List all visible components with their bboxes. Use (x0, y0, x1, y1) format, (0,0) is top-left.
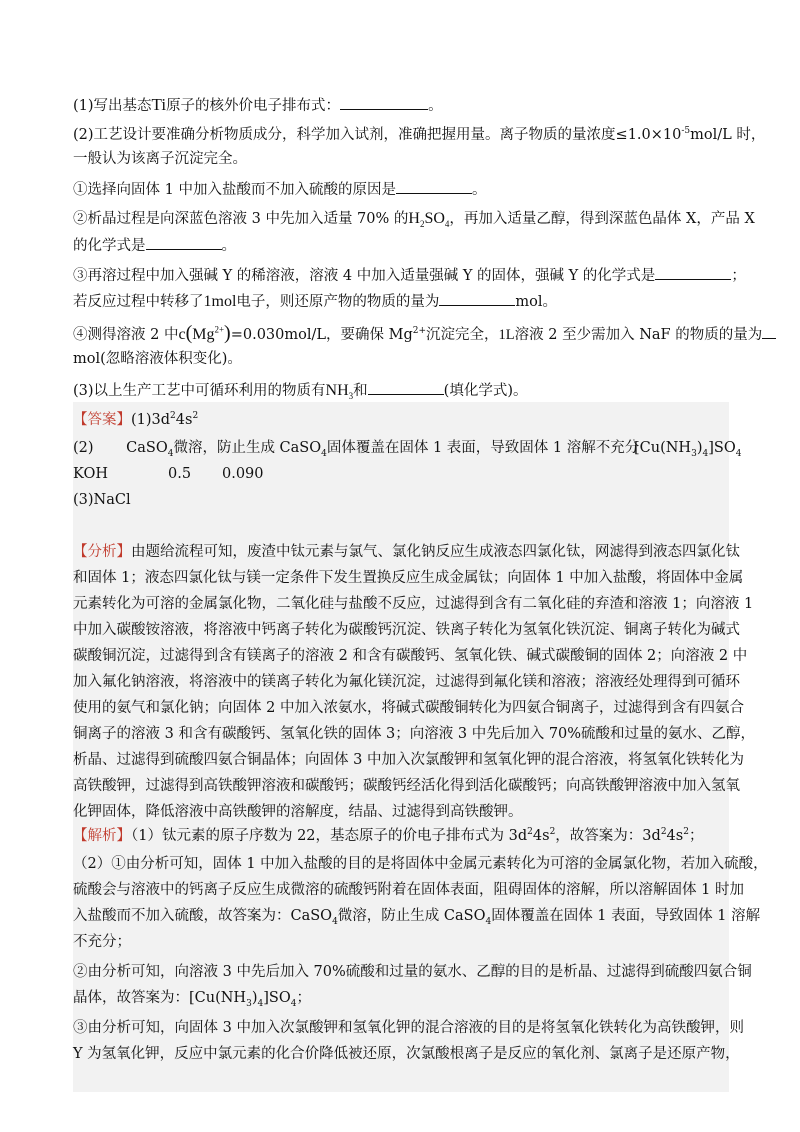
answer-line-3 (73, 464, 108, 484)
solution-line-6: ②由分析可知，向溶液 3 中先后加入 70%硫酸和过量的氨水、乙醇的目的是析晶、过滤得到硫酸四氨合铜 (73, 964, 752, 980)
answer-blank[interactable] (368, 380, 444, 395)
answer-line-2: (2) CaSO$_4$微溶，防止生成 CaSO$_4$固体覆盖在固体 1 表面，导致固体 1 溶解不充分 (73, 440, 640, 459)
q1-text: (1)写出基态 (73, 98, 152, 114)
analysis-tag: 【分析】 (73, 544, 131, 560)
q2-sub-3 (73, 265, 746, 286)
answer-blank[interactable] (762, 324, 776, 339)
solution-line-5: 不充分； (73, 934, 131, 950)
q2-s1-end: 。 (471, 182, 487, 198)
solution-tag: 【解析】 (73, 828, 131, 844)
q2-s2-text-3: 的化学式是 (73, 238, 146, 254)
analysis-line-4: 中加入碳酸铵溶液，将溶液中钙离子转化为碳酸钙沉淀、铁离子转化为氢氧化铁沉淀、铜离子转化为碱式 (73, 622, 740, 638)
answer-2-num: (2) (73, 440, 94, 456)
q2-threshold: 1.0×10 (627, 127, 682, 143)
q2-sub-1 (73, 179, 486, 200)
q2-s2-text: ②析晶过程是向深蓝色溶液 3 中先加入适量 70% 的 (73, 211, 409, 227)
solution-line-2: （2）①由分析可知，固体 1 中加入盐酸的目的是将固体中金属元素转化为可溶的金属氯化物，若加入硫酸， (73, 856, 768, 872)
answer-formula-x: $[Cu(NH_3)_4]SO_4$ (634, 440, 742, 459)
solution-line-8: ③由分析可知，向固体 3 中加入次氯酸钾和氢氧化钾的混合溶液的目的是将氢氧化铁转化为高铁酸钾，则 (73, 1020, 744, 1036)
analysis-line-5: 碳酸铜沉淀，过滤得到含有镁离子的溶液 2 和含有碳酸钙、氢氧化铁、碱式碳酸铜的固体 2；向溶液 2 中 (73, 648, 748, 664)
mg-charge: 2+ (412, 326, 427, 337)
answer-blank[interactable] (439, 291, 515, 306)
nh3-formula: $NH_3$ (325, 382, 354, 402)
analysis-line-2: 和固体 1；液态四氯化钛与镁一定条件下发生置换反应生成金属钛；向固体 1 中加入盐酸，将固体中金属 (73, 570, 744, 586)
q2-s2-text-2: ，再加入适量乙醇，得到深蓝色晶体 X，产品 X (449, 211, 755, 227)
analysis-line-8: 铜离子的溶液 3 和含有碳酸钙、氢氧化铁的固体 3；向溶液 3 中先后加入 70%硫酸和过量的氨水、乙醇， (73, 726, 756, 742)
q2-sub-4 (73, 323, 776, 345)
q2-s3-text-3: 电子，则还原产物的物质的量为 (236, 294, 440, 310)
q2-s4-text: ④测得溶液 2 中 (73, 327, 179, 343)
answer-line-1: 【答案】$(1)3d^24s^2$ (73, 411, 199, 428)
analysis-line-7: 使用的氨气和氯化钠；向固体 2 中加入浓氨水，将碱式碳酸铜转化为四氨合铜离子，过滤得到含有四氨合 (73, 700, 744, 716)
q2-intro-text: (2)工艺设计要准确分析物质成分，科学加入试剂，准确把握用量。离子物质的量浓度≤ (73, 127, 628, 143)
q2-s3-text-2: 若反应过程中转移了 (73, 294, 204, 310)
ti-symbol: Ti (151, 95, 167, 114)
solution-line-7: 晶体，故答案为：$[Cu(NH_3)_4]SO_4$； (73, 990, 311, 1009)
q2-sub-2b (73, 235, 236, 256)
question-3 (73, 380, 527, 401)
h2so4-formula: $H_2SO_4$ (408, 210, 450, 230)
q2-s3-sep: ； (731, 268, 746, 284)
q2-s4-text-3: 沉淀完全， (426, 327, 499, 343)
q2-intro-text-2: 一般认为该离子沉淀完全。 (73, 151, 247, 167)
analysis-line-3: 元素转化为可溶的金属氯化物，二氧化硅与盐酸不反应，过滤得到含有二氧化硅的弃渣和溶液 1；向溶液 1 (73, 596, 754, 612)
solution-line-3: 硫酸会与溶液中的钙离子反应生成微溶的硫酸钙附着在固体表面，阻碍固体的溶解，所以溶解固体 1 时加 (73, 882, 744, 898)
one-liter: 1L (498, 327, 515, 343)
q2-sub-2 (73, 209, 755, 229)
q3-and: 和 (353, 383, 368, 399)
q2-threshold-exp: -5 (681, 126, 691, 137)
solution-line-4: 入盐酸而不加入硫酸，故答案为：CaSO$_4$微溶，防止生成 CaSO$_4$固体覆盖在固体 1 表面，导致固体 1 溶解 (73, 908, 761, 927)
q2-s3-unit: mol。 (515, 294, 558, 310)
q3-text: (3)以上生产工艺中可循环利用的物质有 (73, 383, 326, 399)
question-2-intro (73, 125, 765, 145)
answer-value-1: 0.5 (168, 466, 192, 482)
answer-value-2: 0.090 (222, 466, 264, 482)
analysis-line-6: 加入氟化钠溶液，将溶液中的镁离子转化为氟化镁沉淀，过滤得到氟化镁和溶液；溶液经处理得到可循环 (73, 674, 740, 690)
question-1 (73, 95, 443, 116)
q2-sub-4b (73, 349, 242, 369)
solution-line-9: Y 为氢氧化钾，反应中氯元素的化合价降低被还原，次氯酸根离子是反应的氧化剂、氯离子是还原产物， (73, 1046, 740, 1062)
answer-blank[interactable] (146, 235, 222, 250)
analysis-line-11: 化钾固体，降低溶液中高铁酸钾的溶解度，结晶、过滤得到高铁酸钾。 (73, 804, 523, 820)
q2-sub-3b (73, 291, 557, 312)
one-mol: 1mol (203, 293, 237, 310)
answer-tag: 【答案】 (73, 412, 131, 428)
answer-line-4: (3)NaCl (73, 492, 131, 508)
answer-koh: KOH (73, 466, 108, 482)
question-2-intro-2 (73, 149, 247, 169)
answer-panel (73, 402, 768, 1092)
q1-end: 。 (428, 98, 443, 114)
answer-blank[interactable] (396, 179, 472, 194)
q2-s3-text: ③再溶过程中加入强碱 Y 的稀溶液，溶液 4 中加入适量强碱 Y 的固体，强碱 Y 的化学式是 (73, 268, 656, 284)
q2-s4-text-2: =0.030mol/L，要确保 Mg (230, 327, 413, 343)
q2-s2-end: 。 (221, 238, 236, 254)
answer-blank[interactable] (655, 265, 731, 280)
analysis-line-1: 【分析】由题给流程可知，废渣中钛元素与氯气、氯化钠反应生成液态四氯化钛，网滤得到液态四氯化钛 (73, 544, 740, 560)
analysis-line-10: 高铁酸钾，过滤得到高铁酸钾溶液和碳酸钙；碳酸钙经活化得到活化碳酸钙；向高铁酸钾溶液中加入氢氧 (73, 778, 740, 794)
q2-s4-text-4: 溶液 2 至少需加入 NaF 的物质的量为 (514, 327, 763, 343)
q2-s1-text: ①选择向固体 1 中加入盐酸而不加入硫酸的原因是 (73, 182, 396, 198)
q3-end: (填化学式)。 (443, 383, 528, 399)
q1-text-2: 原子的核外价电子排布式： (166, 98, 341, 114)
answer-blank[interactable] (340, 95, 428, 110)
analysis-line-9: 析晶、过滤得到硫酸四氨合铜晶体；向固体 3 中加入次氯酸钾和氢氧化钾的混合溶液，将氢氧化铁转化为 (73, 752, 744, 768)
c-mg-expression: $c(Mg^{2+})$ (178, 322, 231, 344)
q2-intro-unit: mol/L 时， (690, 127, 766, 143)
q2-s4-text-5: mol(忽略溶液体积变化)。 (73, 351, 242, 367)
solution-line-1: 【解析】（1）钛元素的原子序数为 22，基态原子的价电子排布式为 $3d^24s^2$，故答案为：$3d^24s^2$； (73, 827, 704, 844)
